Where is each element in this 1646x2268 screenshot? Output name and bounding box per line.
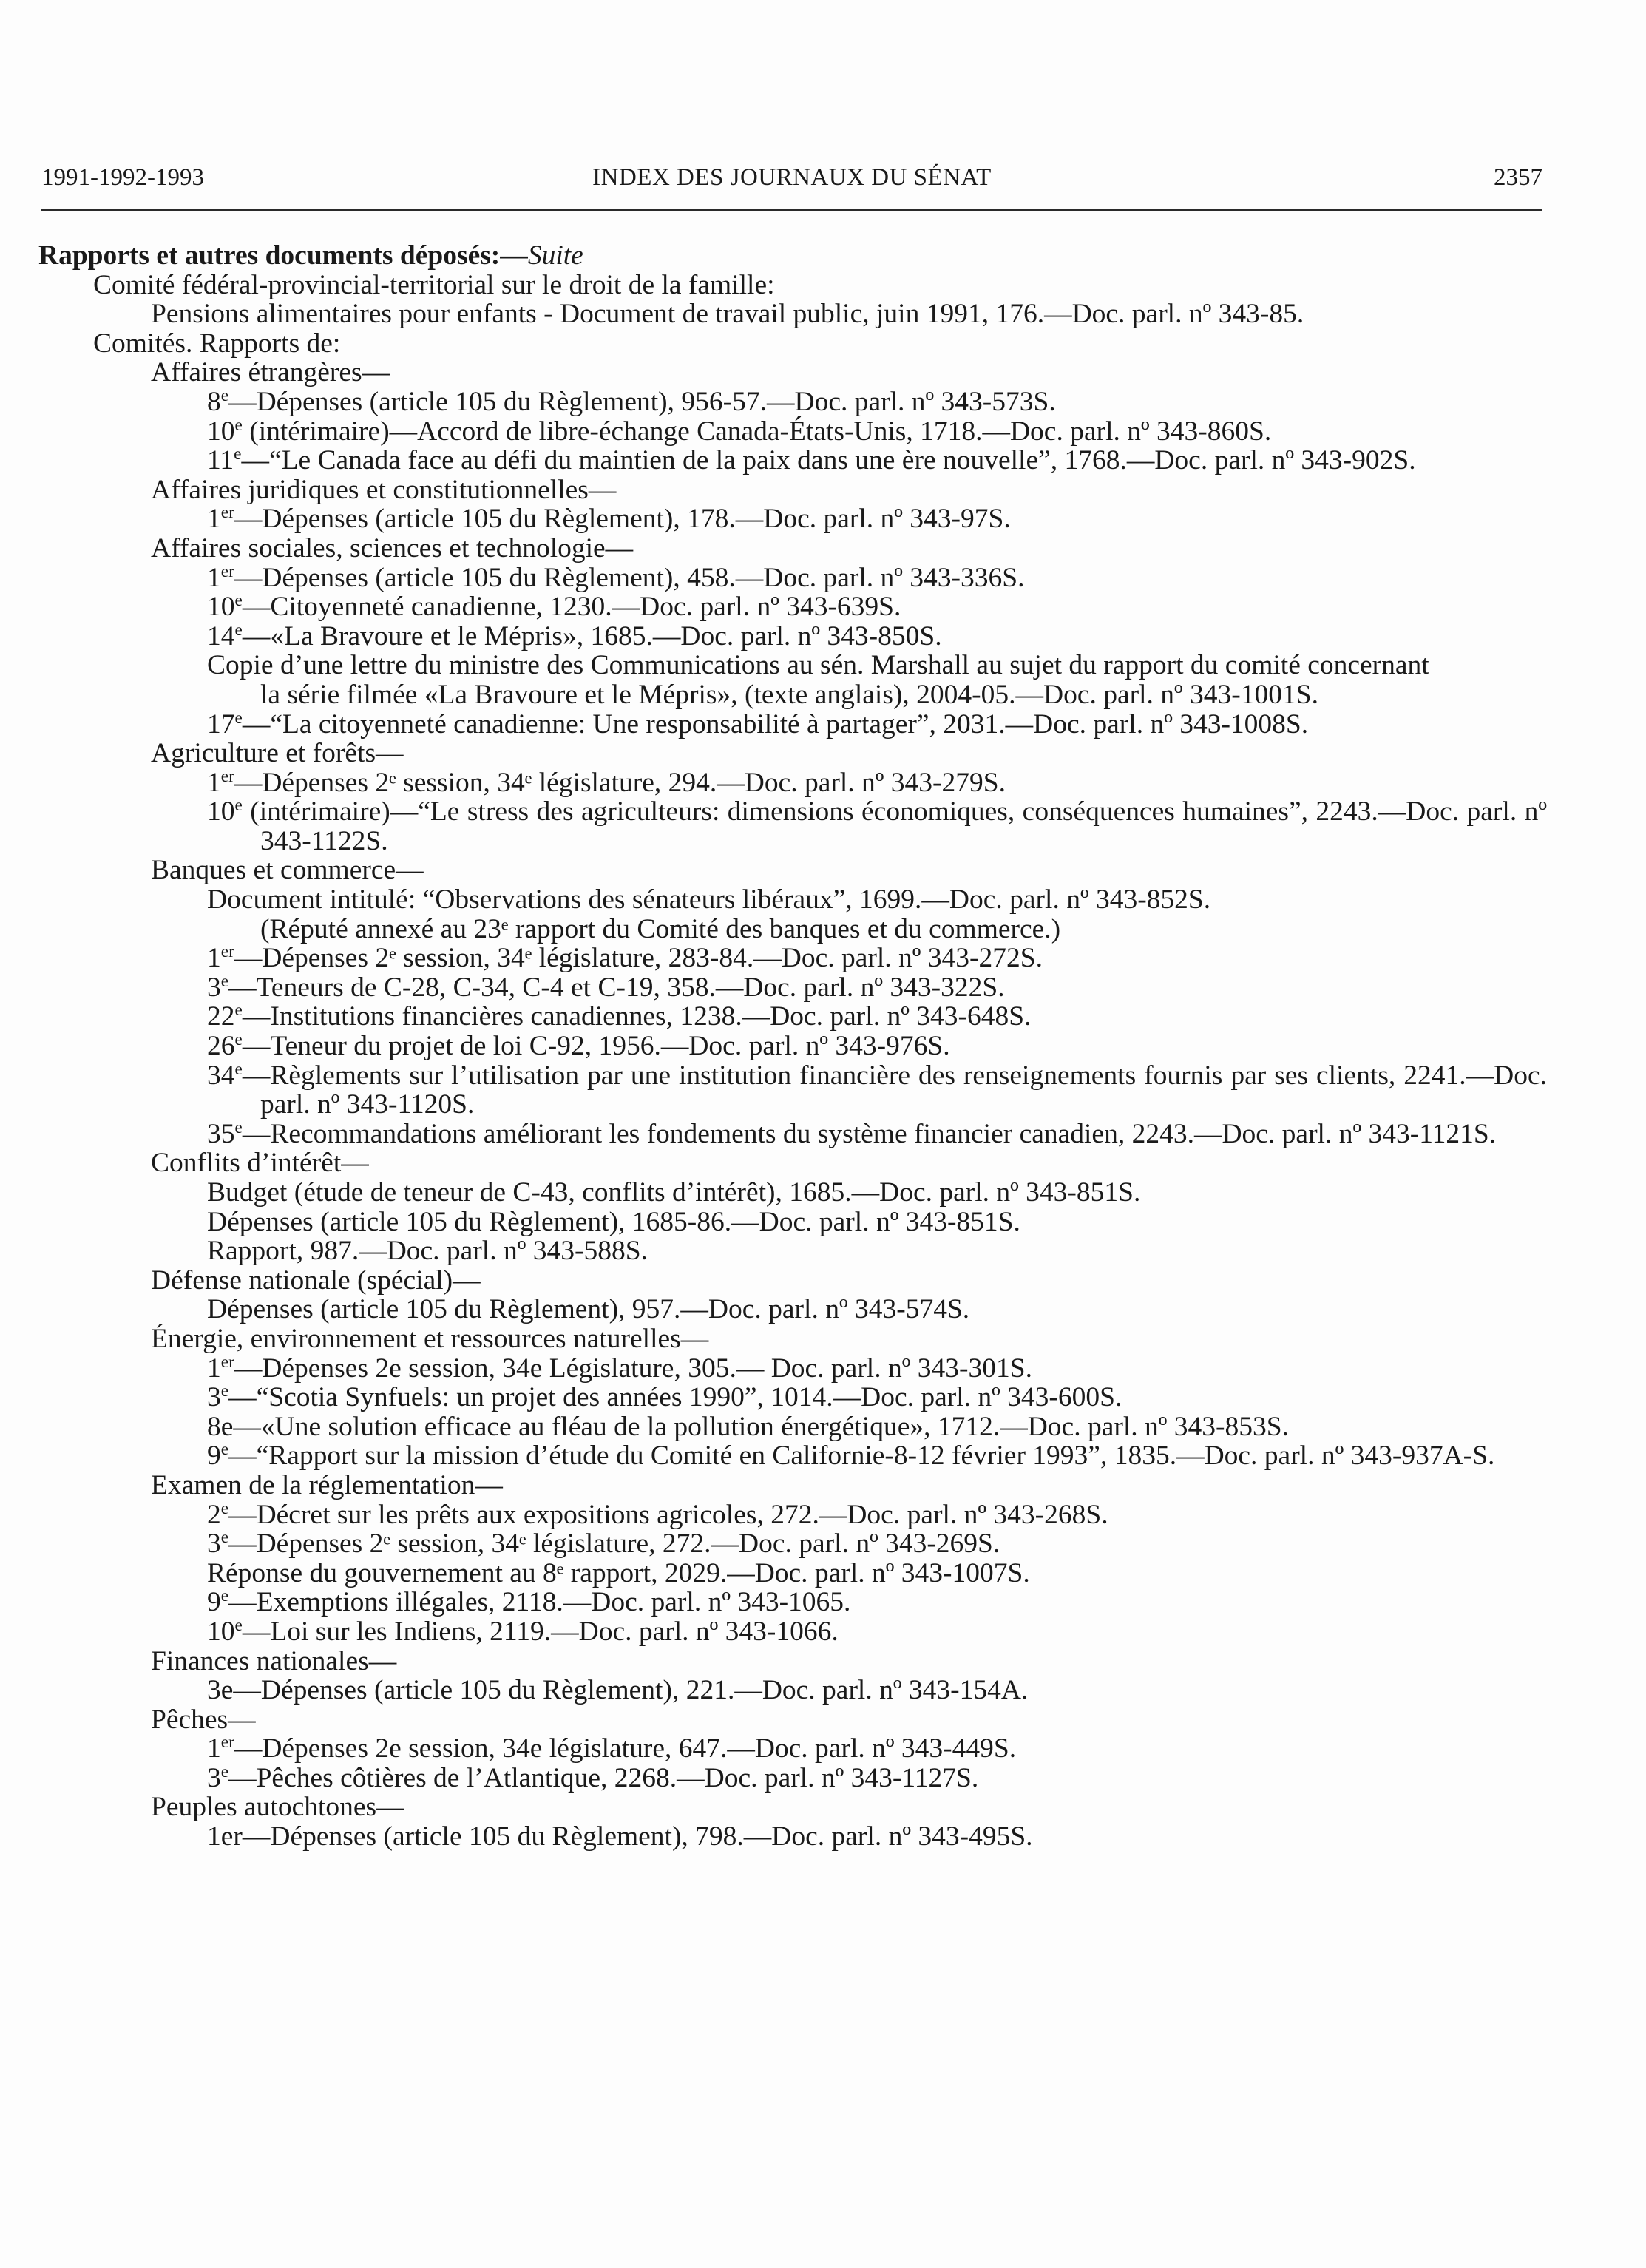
page-header: [41, 164, 1542, 201]
index-line: [38, 1295, 1547, 1324]
header-rule: [41, 209, 1542, 211]
index-line: [38, 1002, 1547, 1032]
index-line: [38, 1647, 1547, 1676]
index-line: [38, 504, 1547, 534]
ordinal: 10: [207, 592, 235, 623]
index-line: [38, 534, 1547, 563]
entry-text: —Dépenses 2ᵉ session, 34ᵉ législature, 283-84.—Doc. parl. nº 343-272S.: [234, 943, 1043, 974]
index-line: [38, 1793, 1547, 1822]
index-line: [38, 1178, 1547, 1208]
index-entries: [38, 271, 1547, 1852]
index-line: [38, 1764, 1547, 1793]
ordinal: 34: [207, 1060, 235, 1091]
entry-text: —Exemptions illégales, 2118.—Doc. parl. nº 343-1065.: [228, 1587, 851, 1618]
ordinal-suffix: er: [220, 1733, 234, 1753]
index-line: [38, 1471, 1547, 1500]
entry-text: —Pêches côtières de l’Atlantique, 2268.—Doc. parl. nº 343-1127S.: [228, 1762, 979, 1793]
entry-text: Affaires étrangères—: [151, 357, 390, 388]
ordinal-suffix: e: [234, 1616, 243, 1636]
ordinal: 2: [207, 1499, 221, 1530]
index-line: [38, 1148, 1547, 1178]
entry-text: —Dépenses (article 105 du Règlement), 178.—Doc. parl. nº 343-97S.: [234, 504, 1011, 535]
ordinal-suffix: er: [220, 942, 234, 962]
ordinal: 17: [207, 708, 235, 739]
index-line: [38, 563, 1547, 593]
section-heading-suffix: Suite: [527, 240, 583, 271]
entry-text: —“La citoyenneté canadienne: Une responsabilité à partager”, 2031.—Doc. parl. nº 343-1008S.: [242, 708, 1309, 739]
index-line: [38, 1559, 1547, 1588]
index-line: [38, 680, 1547, 710]
entry-text: —Dépenses 2ᵉ session, 34ᵉ législature, 272.—Doc. parl. nº 343-269S.: [228, 1529, 1000, 1560]
index-line: [38, 387, 1547, 417]
index-line: [38, 710, 1547, 739]
index-line: [38, 1383, 1547, 1412]
entry-text: —Teneur du projet de loi C-92, 1956.—Doc. parl. nº 343-976S.: [242, 1031, 950, 1062]
ordinal: 22: [207, 1001, 235, 1032]
ordinal: 3: [207, 1762, 221, 1793]
ordinal: 9: [207, 1441, 221, 1472]
entry-text: —“Scotia Synfuels: un projet des années 1990”, 1014.—Doc. parl. nº 343-600S.: [228, 1382, 1122, 1413]
entry-text: —Dépenses 2e session, 34e Législature, 305.— Doc. parl. nº 343-301S.: [234, 1353, 1032, 1384]
entry-text: Budget (étude de teneur de C-43, conflits d’intérêt), 1685.—Doc. parl. nº 343-851S.: [207, 1177, 1141, 1208]
index-line: [38, 1500, 1547, 1530]
index-line: [38, 885, 1547, 915]
index-line: [38, 329, 1547, 359]
entry-text: —Dépenses 2e session, 34e législature, 647.—Doc. parl. nº 343-449S.: [234, 1733, 1017, 1764]
ordinal: 14: [207, 620, 235, 651]
entry-text: Réponse du gouvernement au 8ᵉ rapport, 2029.—Doc. parl. nº 343-1007S.: [207, 1557, 1030, 1588]
entry-text: Énergie, environnement et ressources naturelles—: [151, 1323, 709, 1354]
ordinal: 9: [207, 1587, 221, 1618]
ordinal-suffix: e: [220, 1528, 229, 1548]
ordinal-suffix: e: [220, 1381, 229, 1401]
entry-text: —Teneurs de C-28, C-34, C-4 et C-19, 358.—Doc. parl. nº 343-322S.: [228, 972, 1005, 1003]
ordinal-suffix: er: [220, 503, 234, 523]
entry-text: Copie d’une lettre du ministre des Communications au sén. Marshall au sujet du rapport du comité concernant: [207, 650, 1429, 681]
index-line: [38, 271, 1547, 300]
ordinal-suffix: e: [220, 1762, 229, 1782]
entry-text: —Loi sur les Indiens, 2119.—Doc. parl. nº 343-1066.: [242, 1616, 839, 1647]
index-line: [38, 1120, 1547, 1149]
ordinal-suffix: er: [220, 561, 234, 581]
ordinal-suffix: e: [234, 708, 243, 728]
ordinal-suffix: e: [234, 1001, 243, 1020]
ordinal-suffix: e: [234, 1118, 243, 1138]
ordinal-suffix: er: [220, 1352, 234, 1372]
index-line: [38, 1208, 1547, 1237]
index-line: [38, 1676, 1547, 1705]
entry-text: Agriculture et forêts—: [151, 738, 404, 769]
entry-text: Défense nationale (spécial)—: [151, 1265, 481, 1296]
ordinal: 1: [207, 943, 221, 974]
index-line: [38, 856, 1547, 885]
ordinal: 3: [207, 1529, 221, 1560]
entry-text: —Dépenses 2ᵉ session, 34ᵉ législature, 294.—Doc. parl. nº 343-279S.: [234, 767, 1006, 798]
ordinal-suffix: e: [220, 1498, 229, 1518]
entry-text: la série filmée «La Bravoure et le Mépris», (texte anglais), 2004-05.—Doc. parl. nº 343-1001S.: [260, 679, 1319, 710]
ordinal-suffix: e: [234, 415, 243, 435]
ordinal-suffix: e: [234, 1030, 243, 1050]
index-line: [38, 1822, 1547, 1852]
section-heading: [38, 241, 1547, 271]
index-line: [38, 768, 1547, 798]
header-page-number: 2357: [1494, 164, 1542, 191]
ordinal: 10: [207, 796, 235, 827]
ordinal: 3: [207, 1382, 221, 1413]
index-line: [38, 1734, 1547, 1764]
index-line: [38, 739, 1547, 768]
entry-text: —“Le Canada face au défi du maintien de la paix dans une ère nouvelle”, 1768.—Doc. parl. nº 343-902S.: [241, 445, 1416, 476]
index-line: [38, 651, 1547, 680]
index-line: [38, 1032, 1547, 1061]
index-line: [38, 592, 1547, 622]
index-line: [38, 1529, 1547, 1559]
ordinal: 1: [207, 562, 221, 593]
entry-text: 3e—Dépenses (article 105 du Règlement), 221.—Doc. parl. nº 343-154A.: [207, 1675, 1029, 1706]
index-line: [38, 944, 1547, 973]
index-line: [38, 1412, 1547, 1442]
index-line: [38, 358, 1547, 387]
entry-text: Examen de la réglementation—: [151, 1469, 503, 1500]
entry-text: —Recommandations améliorant les fondements du système financier canadien, 2243.—Doc. parl. nº 343-1121S.: [242, 1118, 1497, 1149]
entry-text: (Réputé annexé au 23ᵉ rapport du Comité des banques et du commerce.): [260, 913, 1061, 944]
ordinal-suffix: e: [220, 1586, 229, 1606]
entry-text: 1er—Dépenses (article 105 du Règlement), 798.—Doc. parl. nº 343-495S.: [207, 1821, 1033, 1852]
index-line: [38, 1324, 1547, 1354]
entry-text: Conflits d’intérêt—: [151, 1148, 369, 1179]
ordinal: 26: [207, 1031, 235, 1062]
ordinal-suffix: e: [234, 444, 242, 464]
index-line: [38, 797, 1547, 856]
index-line: [38, 1266, 1547, 1296]
ordinal: 11: [207, 445, 234, 476]
index-line: [38, 1354, 1547, 1384]
entry-text: Affaires juridiques et constitutionnelles—: [151, 474, 617, 505]
entry-text: 8e—«Une solution efficace au fléau de la pollution énergétique», 1712.—Doc. parl. nº 343-853S.: [207, 1411, 1289, 1442]
ordinal-suffix: e: [234, 796, 243, 816]
ordinal-suffix: er: [220, 766, 234, 786]
index-line: [38, 417, 1547, 447]
entry-text: Document intitulé: “Observations des sénateurs libéraux”, 1699.—Doc. parl. nº 343-852S.: [207, 884, 1211, 915]
entry-text: —Citoyenneté canadienne, 1230.—Doc. parl. nº 343-639S.: [242, 592, 901, 623]
index-line: [38, 475, 1547, 505]
ordinal: 8: [207, 386, 221, 417]
ordinal: 1: [207, 1353, 221, 1384]
entry-text: (intérimaire)—“Le stress des agriculteurs: dimensions économiques, conséquences humaines”, 2243.—Doc. parl. nº 343-1122S.: [242, 796, 1547, 856]
ordinal: 10: [207, 1616, 235, 1647]
index-line: [38, 299, 1547, 329]
entry-text: Pensions alimentaires pour enfants - Document de travail public, juin 1991, 176.—Doc. parl. nº 343-85.: [151, 299, 1304, 330]
entry-text: —Dépenses (article 105 du Règlement), 956-57.—Doc. parl. nº 343-573S.: [228, 386, 1056, 417]
entry-text: Pêches—: [151, 1704, 256, 1735]
index-line: [38, 622, 1547, 651]
entry-text: —Décret sur les prêts aux expositions agricoles, 272.—Doc. parl. nº 343-268S.: [228, 1499, 1108, 1530]
ordinal: 1: [207, 767, 221, 798]
ordinal: 1: [207, 504, 221, 535]
entry-text: Banques et commerce—: [151, 855, 424, 886]
entry-text: Dépenses (article 105 du Règlement), 1685-86.—Doc. parl. nº 343-851S.: [207, 1206, 1020, 1237]
entry-text: —Dépenses (article 105 du Règlement), 458.—Doc. parl. nº 343-336S.: [234, 562, 1025, 593]
index-line: [38, 1705, 1547, 1735]
index-line: [38, 446, 1547, 475]
ordinal-suffix: e: [220, 386, 229, 406]
entry-text: —Institutions financières canadiennes, 1238.—Doc. parl. nº 343-648S.: [242, 1001, 1032, 1032]
ordinal-suffix: e: [220, 1440, 229, 1460]
entry-text: Comité fédéral-provincial-territorial sur le droit de la famille:: [93, 269, 775, 300]
index-line: [38, 1441, 1547, 1471]
index-line: [38, 1617, 1547, 1647]
section-heading-text: Rapports et autres documents déposés:—: [38, 240, 528, 271]
entry-text: —“Rapport sur la mission d’étude du Comité en Californie-8-12 février 1993”, 1835.—Doc. parl. nº 343-937A-S.: [228, 1441, 1495, 1472]
index-line: [38, 1236, 1547, 1266]
ordinal-suffix: e: [234, 620, 243, 640]
ordinal: 35: [207, 1118, 235, 1149]
index-line: [38, 973, 1547, 1003]
entry-text: Rapport, 987.—Doc. parl. nº 343-588S.: [207, 1236, 648, 1267]
ordinal: 1: [207, 1733, 221, 1764]
entry-text: Finances nationales—: [151, 1645, 397, 1676]
ordinal: 10: [207, 416, 235, 447]
ordinal-suffix: e: [234, 591, 243, 611]
ordinal-suffix: e: [234, 1059, 243, 1079]
ordinal-suffix: e: [220, 972, 229, 992]
index-line: [38, 1588, 1547, 1617]
entry-text: Dépenses (article 105 du Règlement), 957.—Doc. parl. nº 343-574S.: [207, 1294, 970, 1325]
ordinal: 3: [207, 972, 221, 1003]
entry-text: Affaires sociales, sciences et technologie—: [151, 532, 634, 563]
entry-text: —Règlements sur l’utilisation par une institution financière des renseignements fournis par ses clients, 2241.—Doc. parl. nº 343-1120S.: [242, 1060, 1547, 1120]
index-line: [38, 915, 1547, 944]
entry-text: Comités. Rapports de:: [93, 328, 341, 359]
entry-text: (intérimaire)—Accord de libre-échange Canada-États-Unis, 1718.—Doc. parl. nº 343-860S.: [242, 416, 1272, 447]
index-line: [38, 1061, 1547, 1120]
header-years: 1991-1992-1993: [41, 164, 204, 191]
entry-text: Peuples autochtones—: [151, 1792, 404, 1823]
entry-text: —«La Bravoure et le Mépris», 1685.—Doc. parl. nº 343-850S.: [242, 620, 942, 651]
index-body: [38, 241, 1547, 1852]
header-title: INDEX DES JOURNAUX DU SÉNAT: [592, 164, 992, 191]
